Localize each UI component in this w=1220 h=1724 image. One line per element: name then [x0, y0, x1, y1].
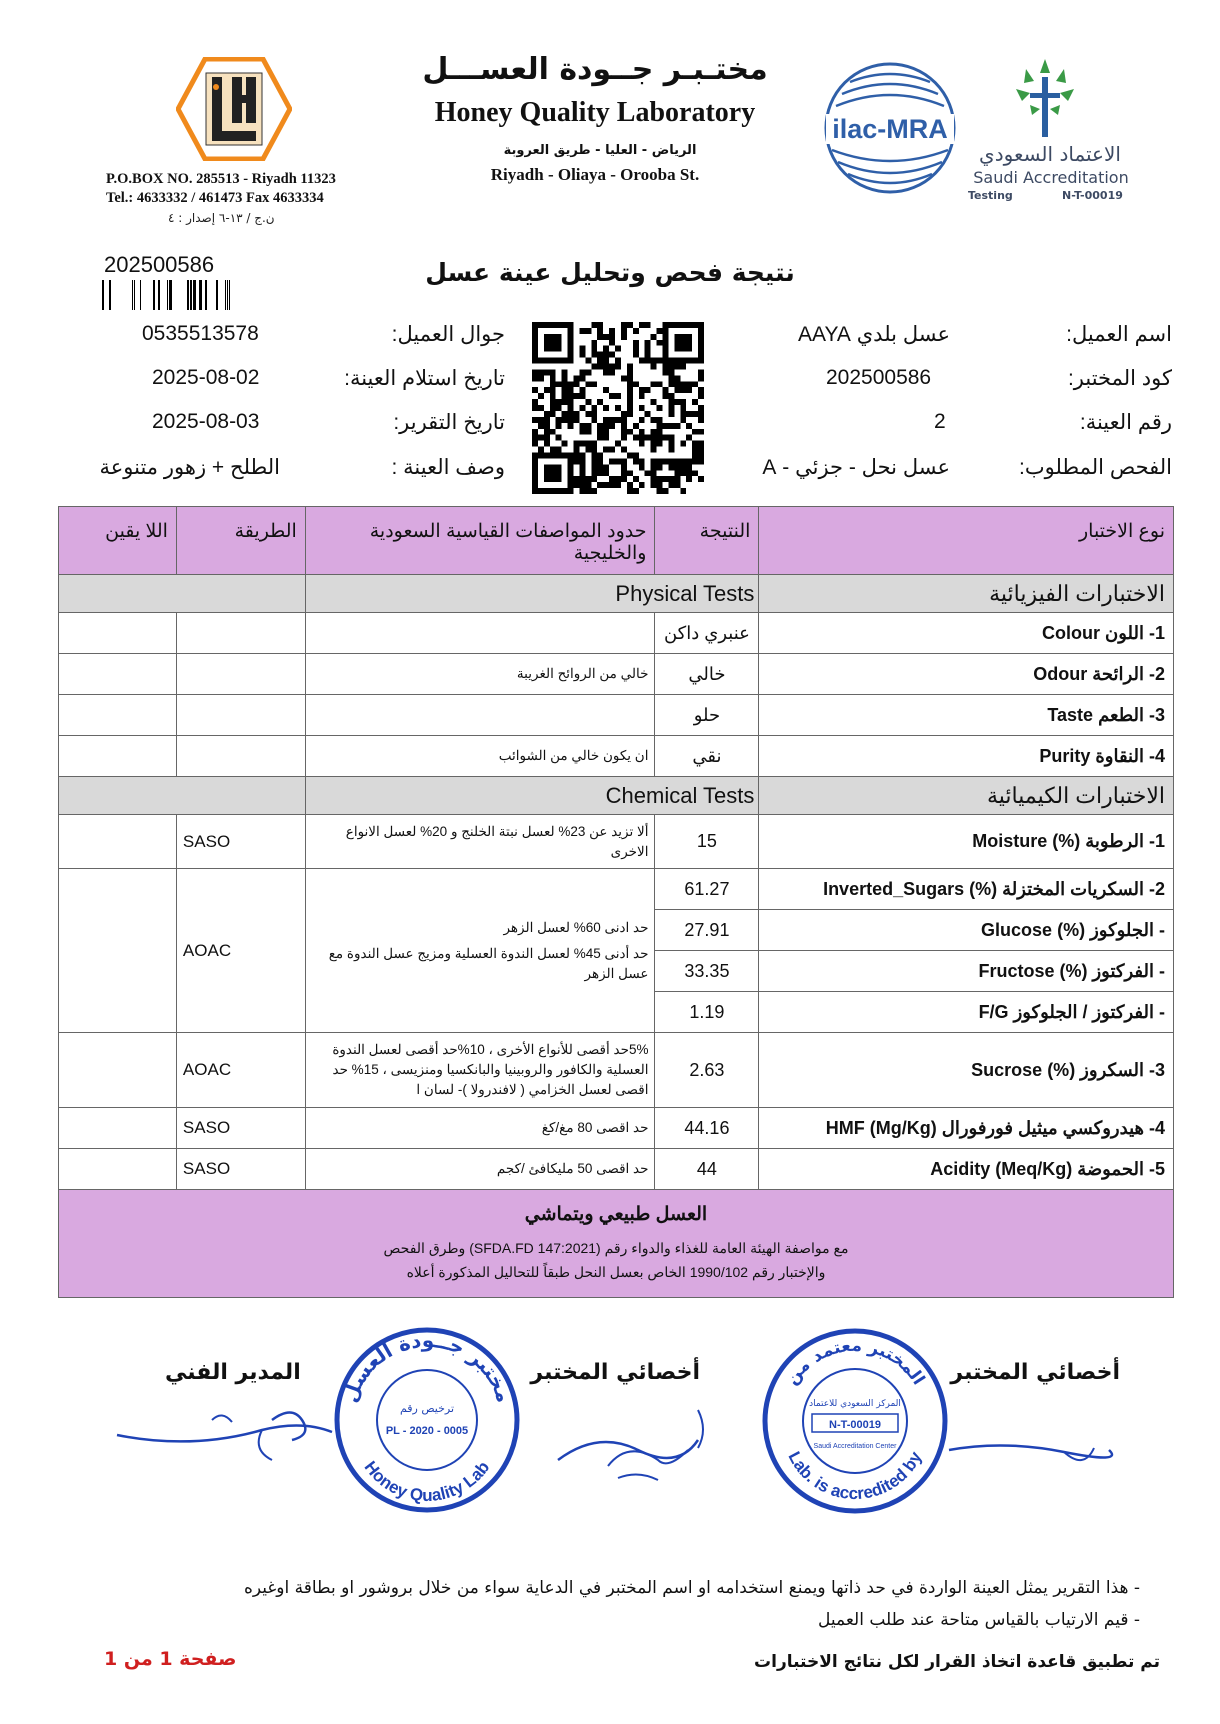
sugars-limit [305, 869, 655, 1033]
test-limit: خالي من الروائح الغريبة [305, 654, 655, 695]
honey-lab-logo-icon [176, 57, 292, 161]
stamp-acc-top-text: المختبر معتمد من [781, 1335, 929, 1389]
test-name: 1- الرطوبة (%) Moisture [759, 815, 1174, 869]
test-name: 4- هيدروكسي ميثيل فورفورال (Mg/Kg) HMF [759, 1108, 1174, 1149]
receive-date-value: 2025-08-02 [152, 366, 260, 389]
test-name: 2- السكريات المختزلة (%) Inverted_Sugars [759, 869, 1174, 910]
specialist-label-2: أخصائي المختبر [530, 1360, 700, 1385]
sugars-method: AOAC [176, 869, 305, 1033]
chemical-section-row [59, 777, 1174, 815]
honey-lab-stamp-icon [332, 1322, 522, 1518]
technical-manager-label: المدير الفني [165, 1360, 301, 1385]
test-uncertainty [59, 1149, 177, 1190]
test-limit [305, 613, 655, 654]
report-header [0, 0, 1220, 240]
client-mobile-value: 0535513578 [142, 322, 259, 345]
stamp-lab-top-text: مختبر جــودة العسل [337, 1327, 517, 1406]
stamp-acc-bottom-text: Lab. is accredited by [784, 1448, 926, 1504]
table-row-acidity [59, 1149, 1174, 1190]
table-row [59, 736, 1174, 777]
test-result: 44.16 [655, 1108, 759, 1149]
test-name: 2- الرائحة Odour [759, 654, 1174, 695]
sample-number-value: 2 [934, 410, 946, 433]
table-row [59, 695, 1174, 736]
table-row [59, 613, 1174, 654]
test-result: 33.35 [655, 951, 759, 992]
issue-number: ن.ج / ١٣-٦ إصدار : ٤ [168, 211, 275, 225]
physical-section-english: Physical Tests [305, 575, 759, 613]
conclusion-line: والإختبار رقم 1990/102 الخاص بعسل النحل طبقاً للتحاليل المذكورة أعلاه [406, 1264, 826, 1280]
test-required-label: الفحص المطلوب: [1019, 456, 1172, 479]
ilac-mra-logo-icon [822, 60, 958, 196]
test-limit: ألا تزيد عن 23% لعسل نبتة الخلنج و 20% لعسل الانواع الاخرى [305, 815, 655, 869]
po-box-line: P.O.BOX NO. 285513 - Riyadh 11323 [106, 171, 336, 187]
specialist-signature-1-icon [944, 1410, 1114, 1480]
stamp-acc-number: N-T-00019 [829, 1419, 881, 1431]
client-name-label: اسم العميل: [1066, 323, 1172, 346]
stamp-acc-english: Saudi Accreditation Center [813, 1443, 897, 1450]
conclusion-cell [59, 1190, 1174, 1298]
test-method [176, 654, 305, 695]
receive-date-label: تاريخ استلام العينة: [344, 367, 505, 390]
accreditation-english: Saudi Accreditation [973, 168, 1129, 187]
test-uncertainty [59, 1108, 177, 1149]
stamp-lab-license-label: ترخيص رقم [399, 1402, 455, 1415]
table-row-moisture [59, 815, 1174, 869]
conclusion-title: العسل طبيعي ويتماشي [524, 1204, 708, 1225]
client-mobile-label: جوال العميل: [391, 323, 505, 346]
test-limit: حد اقصى 80 مغ/كغ [305, 1108, 655, 1149]
lab-name-english: Honey Quality Laboratory [434, 97, 756, 128]
specialist-label-1: أخصائي المختبر [950, 1360, 1120, 1385]
test-result: 1.19 [655, 992, 759, 1033]
test-uncertainty [59, 815, 177, 869]
test-name: 3- السكروز (%) Sucrose [759, 1033, 1174, 1108]
sugars-limit-line: حد ادنى 60% لعسل الزهر [503, 919, 649, 935]
header-limits: حدود المواصفات القياسية السعودية والخليجية [305, 507, 655, 575]
test-uncertainty [59, 613, 177, 654]
results-table [58, 506, 1174, 1298]
lab-address-arabic: الرياض - العليا - طريق العروبة [503, 143, 697, 158]
test-result: عنبري داكن [655, 613, 759, 654]
accreditation-arabic: الاعتماد السعودي [979, 142, 1121, 166]
test-name: 5- الحموضة (Meq/Kg) Acidity [759, 1149, 1174, 1190]
test-result: خالي [655, 654, 759, 695]
test-required-value: عسل نحل - جزئي - A [762, 456, 950, 479]
header-method: الطريقة [176, 507, 305, 575]
sample-number-label: رقم العينة: [1079, 411, 1172, 434]
test-name: - الفركتوز / الجلوكوز F/G [759, 992, 1174, 1033]
test-uncertainty [59, 695, 177, 736]
svg-text:مختبر جــودة العسل [337, 1328, 516, 1405]
test-method: AOAC [176, 1033, 305, 1108]
test-limit: حد اقصى 50 مليكافئ /كجم [305, 1149, 655, 1190]
qr-code-icon [532, 322, 704, 494]
test-result: 2.63 [655, 1033, 759, 1108]
decision-rule-note: تم تطبيق قاعدة اتخاذ القرار لكل نتائج الاختبارات [754, 1652, 1160, 1672]
test-limit: ان يكون خالي من الشوائب [305, 736, 655, 777]
test-result: حلو [655, 695, 759, 736]
conclusion-line: مع مواصفة الهيئة العامة للغذاء والدواء رقم (SFDA.FD 147:2021) وطرق الفحص [383, 1240, 849, 1256]
header-test-type: نوع الاختبار [759, 507, 1174, 575]
lab-address-english: Riyadh - Oliaya - Orooba St. [490, 165, 700, 184]
test-uncertainty [59, 1033, 177, 1108]
barcode-icon [102, 280, 232, 310]
sample-description-value: الطلح + زهور متنوعة [99, 456, 280, 479]
table-row-sucrose [59, 1033, 1174, 1108]
ilac-text: ilac-MRA [832, 114, 948, 144]
page-number: صفحة 1 من 1 [104, 1648, 237, 1670]
table-header-row [59, 507, 1174, 575]
test-name: - الفركتوز (%) Fructose [759, 951, 1174, 992]
test-limit [305, 695, 655, 736]
test-method [176, 695, 305, 736]
footer-note-2: - قيم الارتياب بالقياس متاحة عند طلب العميل [818, 1610, 1140, 1630]
test-name: 4- النقاوة Purity [759, 736, 1174, 777]
stamp-acc-center-text: المركز السعودي للاعتماد [809, 1399, 901, 1409]
lab-code-value: 202500586 [826, 366, 932, 389]
manager-signature-icon [112, 1400, 342, 1480]
report-title: نتيجة فحص وتحليل عينة عسل [425, 258, 795, 287]
test-method [176, 613, 305, 654]
test-result: 15 [655, 815, 759, 869]
table-row-sugars [59, 869, 1174, 910]
barcode-number: 202500586 [104, 252, 215, 277]
chemical-section-english: Chemical Tests [305, 777, 759, 815]
test-method: SASO [176, 1108, 305, 1149]
test-uncertainty [59, 654, 177, 695]
test-uncertainty [59, 736, 177, 777]
accreditation-number: N-T-00019 [1062, 189, 1123, 202]
test-method: SASO [176, 815, 305, 869]
test-name: 3- الطعم Taste [759, 695, 1174, 736]
stamp-lab-bottom-text: Honey Quality Lab [360, 1457, 494, 1506]
test-result: نقي [655, 736, 759, 777]
lab-name-arabic: مختـبـر جــودة العســـل [422, 52, 768, 87]
test-result: 61.27 [655, 869, 759, 910]
sample-description-label: وصف العينة : [391, 456, 505, 479]
footer-note-1: - هذا التقرير يمثل العينة الواردة في حد ذاتها ويمنع استخدامه او اسم المختبر في الدعاية سواء من خلال بروشور او بطاقة اوغيره [243, 1578, 1140, 1598]
report-date-value: 2025-08-03 [152, 410, 260, 433]
po-box-block [106, 170, 336, 208]
table-row [59, 654, 1174, 695]
physical-section-row [59, 575, 1174, 613]
conclusion-row [59, 1190, 1174, 1298]
test-name: 1- اللون Colour [759, 613, 1174, 654]
chemical-section-arabic: الاختبارات الكيميائية [759, 777, 1174, 815]
sugars-limit-line: حد أدنى 45% لعسل الندوة العسلية ومزيج عسل الندوة مع عسل الزهر [328, 945, 649, 981]
phone-line: Tel.: 4633332 / 461473 Fax 4633334 [106, 190, 324, 206]
accreditation-stamp-icon [760, 1326, 950, 1516]
header-result: النتيجة [655, 507, 759, 575]
report-date-label: تاريخ التقرير: [393, 411, 505, 434]
section-empty [59, 575, 306, 613]
test-name: - الجلوكوز (%) Glucose [759, 910, 1174, 951]
accreditation-type: Testing [968, 189, 1013, 202]
specialist-signature-2-icon [548, 1400, 728, 1490]
test-method [176, 736, 305, 777]
header-uncertainty: اللا يقين [59, 507, 177, 575]
test-limit: 5%حد أقصى للأنواع الأخرى ، 10%حد أقصى لعسل الندوة العسلية والكافور والروبينيا والبانكسيا ومنزيسى ، 15% حد اقصى لعسل الخزامي ( لافندرولا )- لسان ا [305, 1033, 655, 1108]
section-empty [59, 777, 306, 815]
test-result: 27.91 [655, 910, 759, 951]
stamp-lab-license-number: PL - 2020 - 0005 [385, 1425, 469, 1437]
physical-section-arabic: الاختبارات الفيزيائية [759, 575, 1174, 613]
test-result: 44 [655, 1149, 759, 1190]
lab-code-label: كود المختبر: [1067, 367, 1172, 390]
test-method: SASO [176, 1149, 305, 1190]
svg-text:المختبر معتمد من [782, 1336, 928, 1389]
table-row-hmf [59, 1108, 1174, 1149]
test-uncertainty [59, 869, 177, 1033]
client-name-value: عسل بلدي AAYA [797, 323, 950, 346]
